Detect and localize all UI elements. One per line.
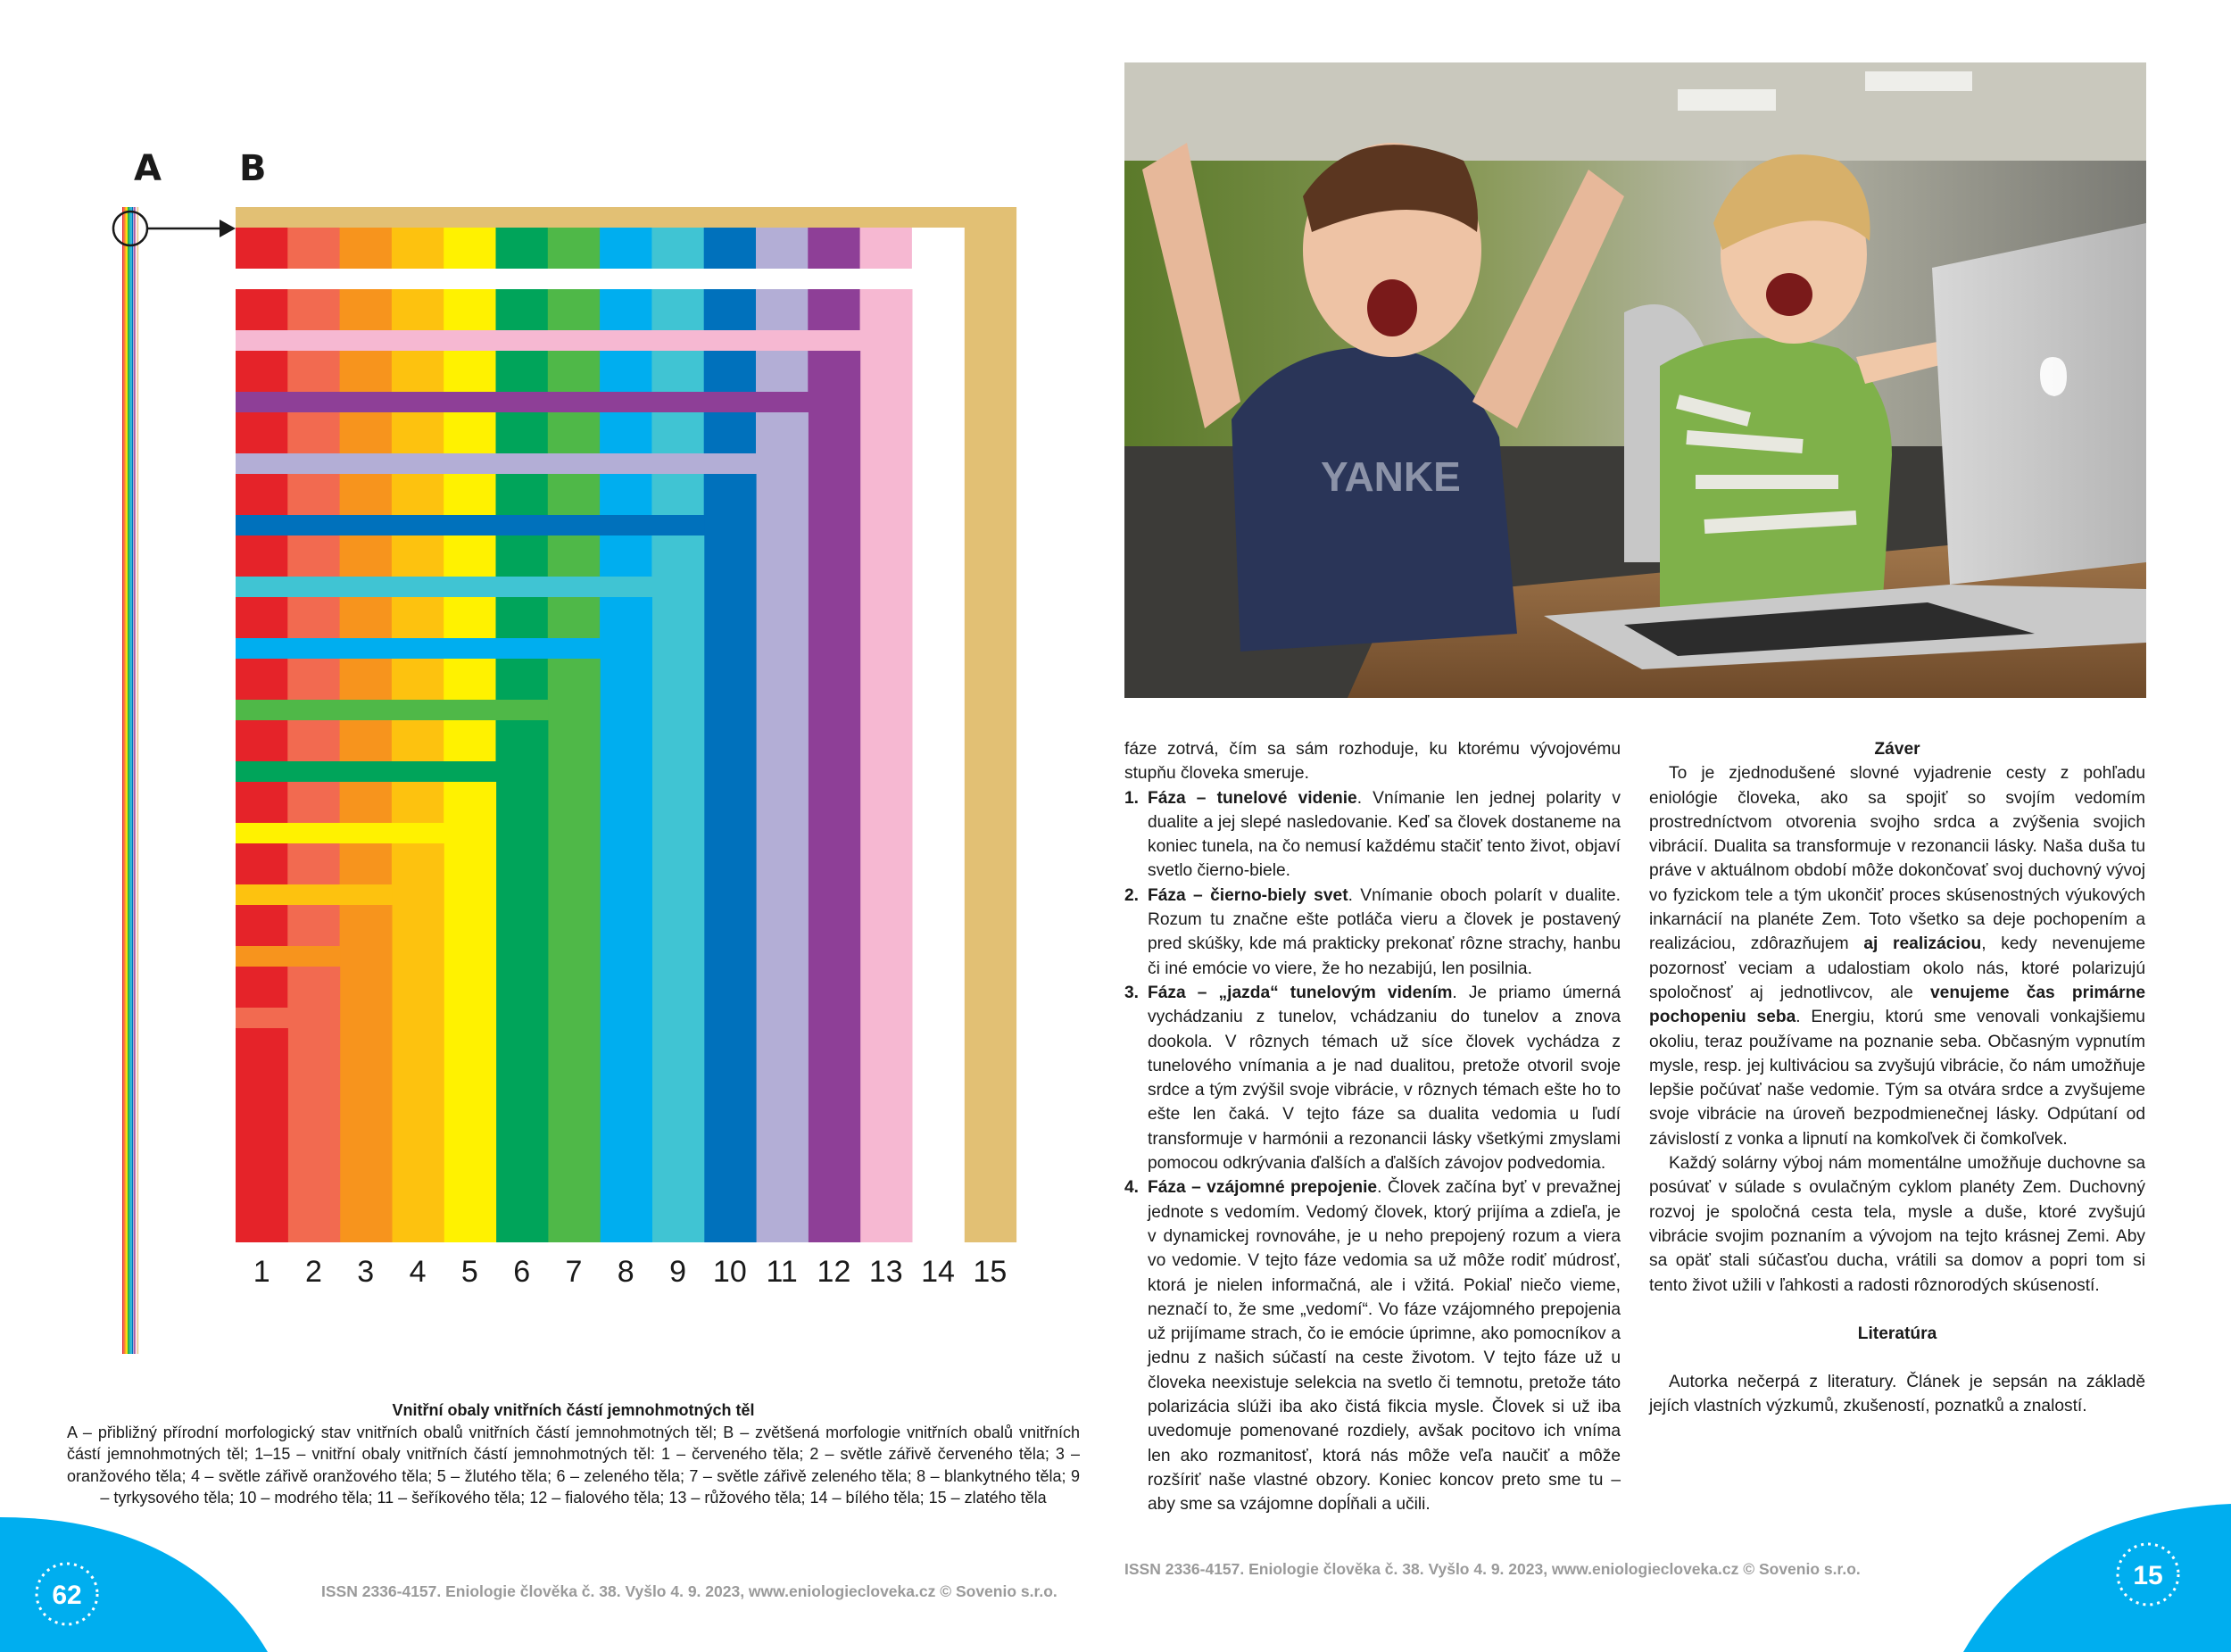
literature-text: Autorka nečerpá z literatury. Článek je sepsán na základě jejích vlastních výzkumů, zkušeností, poznatků a znalostí. (1649, 1373, 2145, 1416)
layer-stripe (236, 535, 288, 577)
layer-column-11 (756, 453, 809, 1242)
phase-item-2 (1124, 884, 1621, 981)
text-run: . Energiu, ktorú sme venovali vonkajšiemu okoliu, teraz používame na poznanie seba. Občasným vypnutím mysle, resp. jej kultiváciou sa zvyšujú vibrácie, čo nám umožňuje lepšie počúvať naše vedomie. Tým sa otvára srdce a zvyšujeme svoje vibrácie na úroveň bezpodmienečnej lásky. Odpútaní od závislostí z vonka a lipnutí na komkoľvek či čomkoľvek. (1649, 1008, 2145, 1149)
emphasis: venujeme čas primárne pochopeniu seba (1649, 983, 2145, 1027)
layer-stripe (444, 535, 496, 577)
layer-stripe (340, 289, 393, 330)
layer-column-3 (340, 946, 393, 1242)
layer-stripe (340, 659, 393, 700)
strip-a-line (123, 207, 124, 1354)
layer-stripe (704, 412, 757, 453)
layer-stripe (340, 535, 393, 577)
text-run: , kedy nevenujeme pozornosť veciam a udalostiam okolo nás, ktoré polarizujú spoločnosť aj jednotlivcov, ale (1649, 934, 2146, 1002)
layers-diagram (0, 0, 1116, 1517)
layer-stripe (236, 843, 288, 884)
layer-stripe (651, 474, 704, 515)
phase-text: . Vnímanie len jednej polarity v dualite a jej slepé nasledovanie. Keď sa človek dostaneme na koniec tunela, na čo nemusí každému stačiť tento život, objaví svetlo čierno-biele. (1148, 788, 1621, 881)
column-number: 1 (253, 1255, 270, 1289)
layer-stripe (236, 659, 288, 700)
strip-a-line (124, 207, 125, 1354)
strip-a-line (129, 207, 130, 1354)
layer-stripe (600, 597, 652, 638)
label-b: B (239, 148, 267, 189)
conclusion-paragraph-1 (1649, 761, 2145, 1151)
layer-stripe (392, 843, 444, 884)
layer-arm-3 (236, 946, 340, 967)
phase-number: 2. (1124, 885, 1140, 905)
layer-column-4 (392, 884, 444, 1242)
layer-stripe (287, 905, 340, 946)
layer-stripe (287, 412, 340, 453)
layer-stripe (287, 597, 340, 638)
layer-stripe (287, 720, 340, 761)
emphasis: aj realizáciou (1863, 934, 1982, 954)
layer-stripe (392, 412, 444, 453)
layer-stripe (340, 351, 393, 392)
layer-stripe (496, 535, 549, 577)
layer-stripe (392, 535, 444, 577)
layer-stripe (392, 782, 444, 823)
layer-stripe (600, 289, 652, 330)
layer-stripe (236, 289, 288, 330)
layer-stripe (548, 351, 601, 392)
layer-column-12 (808, 392, 860, 1242)
layer-stripe (704, 289, 757, 330)
strip-a-line (134, 207, 135, 1354)
layer-stripe (392, 351, 444, 392)
layer-stripe (444, 720, 496, 761)
column-number: 14 (921, 1255, 955, 1289)
layer-arm-13 (236, 330, 860, 351)
layer-stripe (860, 289, 913, 330)
phase-item-4 (1124, 1175, 1621, 1516)
layer-stripe (496, 412, 549, 453)
layer-arm-7 (236, 700, 548, 720)
layer-stripe (704, 474, 757, 515)
layer-stripe (704, 351, 757, 392)
layer-arm-6 (236, 761, 496, 782)
strip-a-line (128, 207, 129, 1354)
label-a: A (134, 148, 162, 189)
layer-stripe (496, 659, 549, 700)
layer-stripe (600, 535, 652, 577)
figure-caption (67, 1399, 1080, 1509)
layer-stripe (340, 597, 393, 638)
layer-stripe (236, 967, 288, 1008)
layer-stripe (651, 289, 704, 330)
layer-stripe (392, 597, 444, 638)
column-number: 15 (973, 1255, 1008, 1289)
issn-footer-right: ISSN 2336-4157. Eniologie člověka č. 38. Vyšlo 4. 9. 2023, www.eniologiecloveka.cz © Sovenio s.r.o. (1124, 1560, 1861, 1578)
layer-column-7 (548, 700, 601, 1242)
strip-a-line (126, 207, 127, 1354)
layer-stripe (444, 474, 496, 515)
layer-arm-2 (236, 1008, 288, 1028)
layer-stripe (340, 843, 393, 884)
phase-number: 4. (1124, 1178, 1140, 1198)
layer-arm-14 (236, 269, 912, 289)
layer-stripe (756, 412, 809, 453)
text-run: To je zjednodušené slovné vyjadrenie cesty z pohľadu eniológie človeka, ako sa spojiť so svojím vedomím prostredníctvom otvorenia svojho srdca a zvýšenia svojich vibrácií. Dualita sa transformuje v rezonancii lásky. Naša duša tu práve v aktuálnom období môže dokončovať svoj duchovný vývoj vo fyzickom tele a tým ukončiť proces skúsenostných výukových inkarnácií na planéte Zem. Toto všetko sa deje pochopením a realizáciou, zdôrazňujem (1649, 764, 2145, 954)
page-badge-right (1963, 1504, 2231, 1652)
conclusion-paragraph-2: Každý solárny výboj nám momentálne umožňuje duchovne sa posúvať v súlade s ovulačným cyklom planéty Zem. Duchovný rozvoj je spoločná cesta tela, mysle a duše, ktoré zvyšujú vibrácie svojim poznaním a vývojom na tejto krásnej Zemi. Aby sa opäť stali súčasťou ducha, vrátili sa domov a popri tom si tento život užili v ľahkosti a radosti rôznorodých skúseností. (1649, 1154, 2145, 1295)
layer-column-1 (236, 1069, 288, 1242)
corner-shape (1963, 1504, 2231, 1652)
layer-stripe (236, 782, 288, 823)
layer-stripe (808, 289, 860, 330)
layer-stripe (392, 474, 444, 515)
layer-arm-15 (236, 207, 965, 228)
column-number: 10 (712, 1255, 747, 1289)
phase-title: Fáza – čierno-biely svet (1148, 885, 1348, 905)
layer-stripe (392, 659, 444, 700)
literature-heading: Literatúra (1857, 1324, 1937, 1343)
strip-a-line (127, 207, 128, 1354)
layer-stripe (651, 535, 704, 577)
column-number: 7 (565, 1255, 583, 1289)
layer-arm-9 (236, 577, 652, 597)
page-badge-left (0, 1517, 268, 1652)
strip-a-line (137, 207, 138, 1354)
layer-stripe (600, 474, 652, 515)
column-number: 3 (357, 1255, 375, 1289)
layer-stripe (600, 412, 652, 453)
layer-stripe (444, 659, 496, 700)
layer-stripe (287, 782, 340, 823)
layer-stripe (600, 228, 652, 269)
phase-title: Fáza – „jazda“ tunelovým videním (1148, 983, 1453, 1002)
layer-stripe (340, 412, 393, 453)
layer-stripe (236, 351, 288, 392)
layer-stripe (496, 228, 549, 269)
layer-stripe (912, 228, 965, 269)
layer-stripe (756, 351, 809, 392)
kids-laptop-photo (1124, 62, 2146, 698)
corner-shape (0, 1517, 268, 1652)
column-number: 9 (669, 1255, 687, 1289)
column-number: 8 (617, 1255, 634, 1289)
layer-stripe (651, 228, 704, 269)
phase-title: Fáza – vzájomné prepojenie (1148, 1178, 1378, 1198)
layer-arm-8 (236, 638, 601, 659)
layer-stripe (236, 474, 288, 515)
column-number: 5 (460, 1255, 478, 1289)
layer-stripe (236, 1028, 288, 1069)
strip-a-line (135, 207, 136, 1354)
phase-number: 3. (1124, 983, 1140, 1002)
layer-stripe (548, 412, 601, 453)
phase-text: . Človek začína byť v prevažnej jednote s vedomím. Vedomý človek, ktorý prijíma a zdieľa, je v dynamickej rovnováhe, je u neho prepojený rozum a viera vo vedomie. V tejto fáze vedomia sa už môže rodiť múdrosť, ktorá je nielen informačná, ale i vžitá. Pokiaľ niečo vieme, neznačí to, že sme „vedomí“. Vo fáze vzájomného prepojenia už prijímame strach, čo ie emócie úprimne, ako pomocníkov a jednu z našich súčastí na ceste životom. V tejto fáze už u človeka neexistuje selekcia na svetlo či temnotu, pretože táto polarizácia slúži iba ako čistá fikcia mysle. Človek si už iba uvedomuje pomenované rozdiely, avšak pocitovo ich vníma len ako rozmanitosť, ktorá nás môže veľa naučiť a môže rozšíriť naše vlastné obzory. Koniec koncov preto sme tu – aby sme sa vzájomne dopĺňali a učili. (1148, 1178, 1621, 1515)
layer-stripe (444, 412, 496, 453)
layer-stripe (392, 289, 444, 330)
column-number: 6 (513, 1255, 531, 1289)
article-column-1 (1124, 737, 1621, 1517)
layer-stripe (287, 843, 340, 884)
strip-a-line (133, 207, 134, 1354)
layer-stripe (444, 351, 496, 392)
layer-stripe (287, 659, 340, 700)
layer-stripe (236, 720, 288, 761)
column-number: 4 (409, 1255, 427, 1289)
layer-stripe (548, 659, 601, 700)
layer-stripe (287, 351, 340, 392)
layer-stripe (651, 351, 704, 392)
layer-arm-5 (236, 823, 444, 843)
layer-column-14 (912, 269, 965, 1242)
layer-stripe (444, 289, 496, 330)
page-number-left: 62 (52, 1581, 82, 1610)
layer-arm-10 (236, 515, 704, 535)
layer-stripe (340, 474, 393, 515)
layer-stripe (287, 967, 340, 1008)
layer-stripe (340, 905, 393, 946)
layer-stripe (860, 228, 913, 269)
layer-column-13 (860, 330, 913, 1242)
caption-title: Vnitřní obaly vnitřních částí jemnohmotných těl (392, 1401, 755, 1419)
layer-stripe (496, 474, 549, 515)
layer-column-2 (287, 1008, 340, 1242)
layer-stripe (444, 228, 496, 269)
phase-item-3 (1124, 981, 1621, 1175)
caption-body: A – přibližný přírodní morfologický stav vnitřních obalů vnitřních částí jemnohmotných těl; B – zvětšená morfologie vnitřních obalů vnitřních částí jemnohmotných těl; 1–15 – vnitřní obaly vnitřních částí jemnohmotných těl: 1 – červeného těla; 2 – světle zářivě červeného těla; 3 – oranžového těla; 4 – světle zářivě oranžového těla; 5 – žlutého těla; 6 – zeleného těla; 7 – světle zářivě zeleného těla; 8 – blankytného těla; 9 – tyrkysového těla; 10 – modrého těla; 11 – šeříkového těla; 12 – fialového těla; 13 – růžového těla; 14 – bílého těla; 15 – zlatého těla (67, 1423, 1080, 1507)
layer-stripe (340, 228, 393, 269)
layer-column-10 (704, 515, 757, 1242)
layer-stripe (548, 597, 601, 638)
layer-stripe (808, 351, 860, 392)
layer-column-8 (600, 638, 652, 1242)
layer-stripe (496, 597, 549, 638)
arrow-head-icon (220, 220, 236, 237)
layer-stripe (392, 228, 444, 269)
layer-stripe (287, 289, 340, 330)
layer-stripe (548, 474, 601, 515)
strip-a-line (122, 207, 123, 1354)
layer-stripe (392, 720, 444, 761)
phase-text: . Vnímanie oboch polarít v dualite. Rozum tu značne ešte potláča vieru a človek je postavený pred skúšky, kde má prakticky prekonať rôzne strachy, hanbu či iné emócie vo viere, že ho nezabijú, len posilnia. (1148, 885, 1621, 978)
layer-stripe (236, 228, 288, 269)
layer-stripe (236, 597, 288, 638)
layer-stripe (496, 289, 549, 330)
layer-stripe (236, 905, 288, 946)
issn-footer-left: ISSN 2336-4157. Eniologie člověka č. 38. Vyšlo 4. 9. 2023, www.eniologiecloveka.cz © Sovenio s.r.o. (321, 1582, 1057, 1600)
conclusion-heading: Záver (1874, 740, 1920, 759)
layer-stripe (287, 535, 340, 577)
phase-number: 1. (1124, 788, 1140, 808)
layer-stripe (548, 289, 601, 330)
page-number-right: 15 (2133, 1561, 2163, 1590)
phase-title: Fáza – tunelové videnie (1148, 788, 1357, 808)
layer-arm-12 (236, 392, 809, 412)
layer-arm-4 (236, 884, 392, 905)
phase-text: . Je priamo úmerná vychádzaniu z tunelov, vchádzaniu do tunelov a znova dookola. V rôznych témach už síce človek vychádza z tunelového vnímania a je nad dualitou, pretože otvoril svoje srdce a tým zvýšil svoje vibrácie, v rôznych témach ešte ho to ešte len čaká. V tejto fáze sa dualita vedomia u ľudí transformuje v harmónii a rezonancii lásky všetkými zmyslami pomocou odkrývania ďalších a ďalších závojov podvedomia. (1148, 983, 1621, 1174)
column-number: 11 (766, 1255, 798, 1289)
svg-text:YANKE: YANKE (1321, 453, 1461, 500)
layer-stripe (548, 535, 601, 577)
layers-svg (0, 0, 1116, 1517)
layer-column-5 (444, 823, 496, 1242)
layer-stripe (236, 412, 288, 453)
layer-column-6 (496, 761, 549, 1242)
layer-stripe (444, 782, 496, 823)
layer-stripe (548, 228, 601, 269)
phase-item-1 (1124, 786, 1621, 884)
layer-stripe (651, 412, 704, 453)
layer-stripe (808, 228, 860, 269)
layer-column-9 (651, 577, 704, 1242)
layer-column-15 (964, 207, 1016, 1242)
layer-arm-11 (236, 453, 757, 474)
layer-stripe (340, 782, 393, 823)
layer-stripe (704, 228, 757, 269)
column-number: 2 (304, 1255, 322, 1289)
layer-stripe (444, 597, 496, 638)
strip-a-line (131, 207, 132, 1354)
column-number: 13 (868, 1255, 903, 1289)
layer-stripe (340, 720, 393, 761)
layer-stripe (756, 228, 809, 269)
column-number: 12 (817, 1255, 851, 1289)
layer-stripe (496, 720, 549, 761)
layer-stripe (496, 351, 549, 392)
article-intro: fáze zotrvá, čím sa sám rozhoduje, ku ktorému vývojovému stupňu človeka smeruje. (1124, 740, 1621, 784)
layer-stripe (756, 289, 809, 330)
article-column-2 (1649, 737, 2145, 1419)
strip-a-line (132, 207, 133, 1354)
layer-stripe (600, 351, 652, 392)
layer-stripe (287, 228, 340, 269)
layer-stripe (287, 474, 340, 515)
